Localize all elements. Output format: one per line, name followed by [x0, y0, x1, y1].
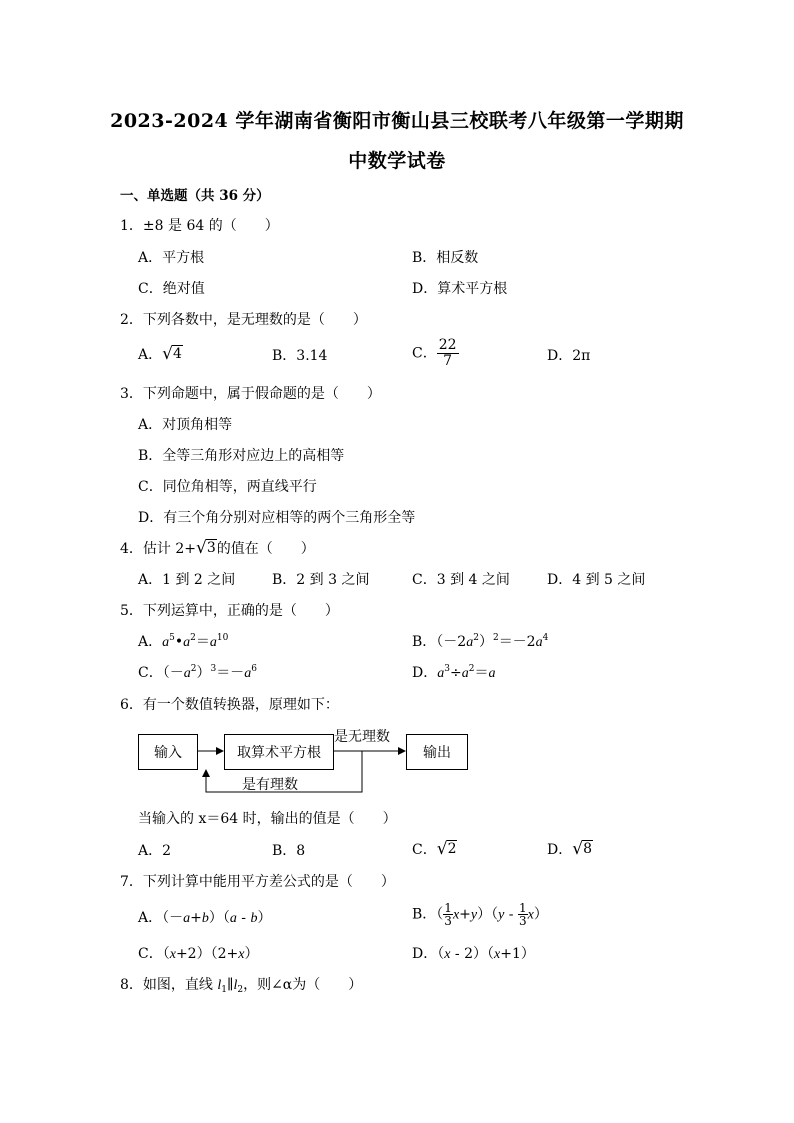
question-6-option-d[interactable] — [547, 840, 593, 860]
question-4-option-c[interactable]: C．3 到 4 之间 — [412, 572, 510, 588]
question-2-option-b[interactable]: B．3.14 — [272, 348, 328, 364]
question-7-option-c[interactable]: C．（x+2）（2+x） — [138, 946, 259, 962]
question-6-prompt: 当输入的 x＝64 时，输出的值是（ ） — [138, 811, 397, 827]
exam-title-line-2: 中数学试卷 — [348, 150, 446, 172]
stem-prefix: 4．估计 2+ — [120, 541, 196, 557]
option-label: C． — [412, 842, 437, 858]
flow-box-input: 输入 — [138, 734, 198, 770]
question-6-option-a[interactable]: A．2 — [138, 843, 172, 859]
question-3-stem: 3．下列命题中，属于假命题的是（ ） — [120, 386, 381, 402]
radicand: 8 — [583, 841, 592, 857]
question-1-option-d[interactable]: D．算术平方根 — [412, 281, 508, 297]
option-label: A． — [138, 910, 163, 926]
question-7-option-a[interactable]: A．（－a+b）（a - b） — [138, 910, 272, 926]
question-2-option-c[interactable] — [412, 338, 459, 369]
question-3-option-a[interactable]: A．对顶角相等 — [138, 417, 233, 433]
question-4-option-b[interactable]: B．2 到 3 之间 — [272, 572, 370, 588]
sqrt-symbol: √ 4 — [162, 344, 182, 364]
arrow-feedback-loop — [206, 751, 362, 792]
option-label: B． — [412, 906, 437, 923]
question-2-stem: 2．下列各数中，是无理数的是（ ） — [120, 312, 367, 328]
question-4-option-d[interactable]: D．4 到 5 之间 — [547, 572, 646, 588]
question-6-option-b[interactable]: B．8 — [272, 843, 306, 859]
label-irrational: 是无理数 — [334, 729, 390, 745]
exam-title-line-1: 2023-2024 学年湖南省衡阳市衡山县三校联考八年级第一学期期 — [110, 110, 684, 132]
option-c-label: C． — [412, 345, 437, 362]
question-4-option-a[interactable]: A．1 到 2 之间 — [138, 572, 236, 588]
denominator: 7 — [443, 353, 453, 369]
numerator: 22 — [438, 337, 457, 353]
stem-suffix: 的值在（ ） — [216, 541, 315, 557]
question-4-stem — [120, 539, 315, 559]
question-8-stem: 8．如图，直线 $l_1\parallel l_2$，则∠α为（ ） — [120, 977, 363, 995]
option-label: A． — [138, 634, 163, 650]
question-3-option-c[interactable]: C．同位角相等，两直线平行 — [138, 479, 317, 495]
fraction — [437, 338, 459, 369]
option-label: D． — [412, 665, 438, 681]
option-label: B． — [412, 634, 437, 650]
sqrt-symbol: √ 2 — [436, 839, 457, 859]
option-label: C． — [138, 665, 163, 681]
option-label: D． — [547, 842, 573, 858]
question-5-option-b[interactable]: B．$(-2a^2)^2=-2a^4$ — [412, 633, 549, 650]
radicand: 4 — [172, 346, 182, 362]
sqrt-symbol: √ 3 — [196, 538, 216, 558]
question-1-stem: 1．±8 是 64 的（ ） — [120, 218, 279, 234]
option-a-label: A． — [138, 347, 163, 363]
question-7-option-b[interactable]: B．（ $\frac{1}{3}$ x+y）（y - $\frac{1}{3}$ x） — [412, 901, 548, 928]
question-2-option-a[interactable] — [138, 345, 183, 365]
question-3-option-b[interactable]: B．全等三角形对应边上的高相等 — [138, 448, 345, 464]
question-5-stem: 5．下列运算中，正确的是（ ） — [120, 603, 339, 619]
question-5-option-c[interactable]: C．$(-a^2)^3=-a^6$ — [138, 664, 257, 681]
option-label: C． — [138, 946, 163, 962]
radicand: 3 — [206, 540, 216, 556]
stem-suffix: ，则∠α为（ ） — [243, 977, 363, 993]
option-label: D． — [412, 946, 438, 962]
question-5-option-a[interactable]: A．$a^5•a^2=a^{10}$ — [138, 633, 229, 650]
stem-prefix: 8．如图，直线 — [120, 977, 218, 993]
question-7-stem: 7．下列计算中能用平方差公式的是（ ） — [120, 874, 395, 890]
question-2-option-d[interactable]: D．2π — [547, 348, 591, 364]
question-1-option-c[interactable]: C．绝对值 — [138, 281, 205, 297]
sqrt-symbol: √ 8 — [572, 839, 592, 859]
section-heading: 一、单选题（共 36 分） — [120, 188, 270, 204]
flow-box-output: 输出 — [406, 734, 468, 770]
question-1-option-b[interactable]: B．相反数 — [412, 250, 479, 266]
question-3-option-d[interactable]: D．有三个角分别对应相等的两个三角形全等 — [138, 510, 416, 526]
radicand: 2 — [447, 841, 457, 857]
question-5-option-d[interactable]: D．$a^3\div a^2=a$ — [412, 664, 496, 681]
question-6-stem: 6．有一个数值转换器，原理如下： — [120, 697, 339, 713]
question-6-option-c[interactable] — [412, 840, 457, 860]
label-rational: 是有理数 — [242, 777, 298, 793]
flow-box-sqrt: 取算术平方根 — [224, 734, 334, 770]
question-7-option-d[interactable]: D．（x - 2）（x+1） — [412, 946, 535, 962]
question-1-option-a[interactable]: A．平方根 — [138, 250, 205, 266]
